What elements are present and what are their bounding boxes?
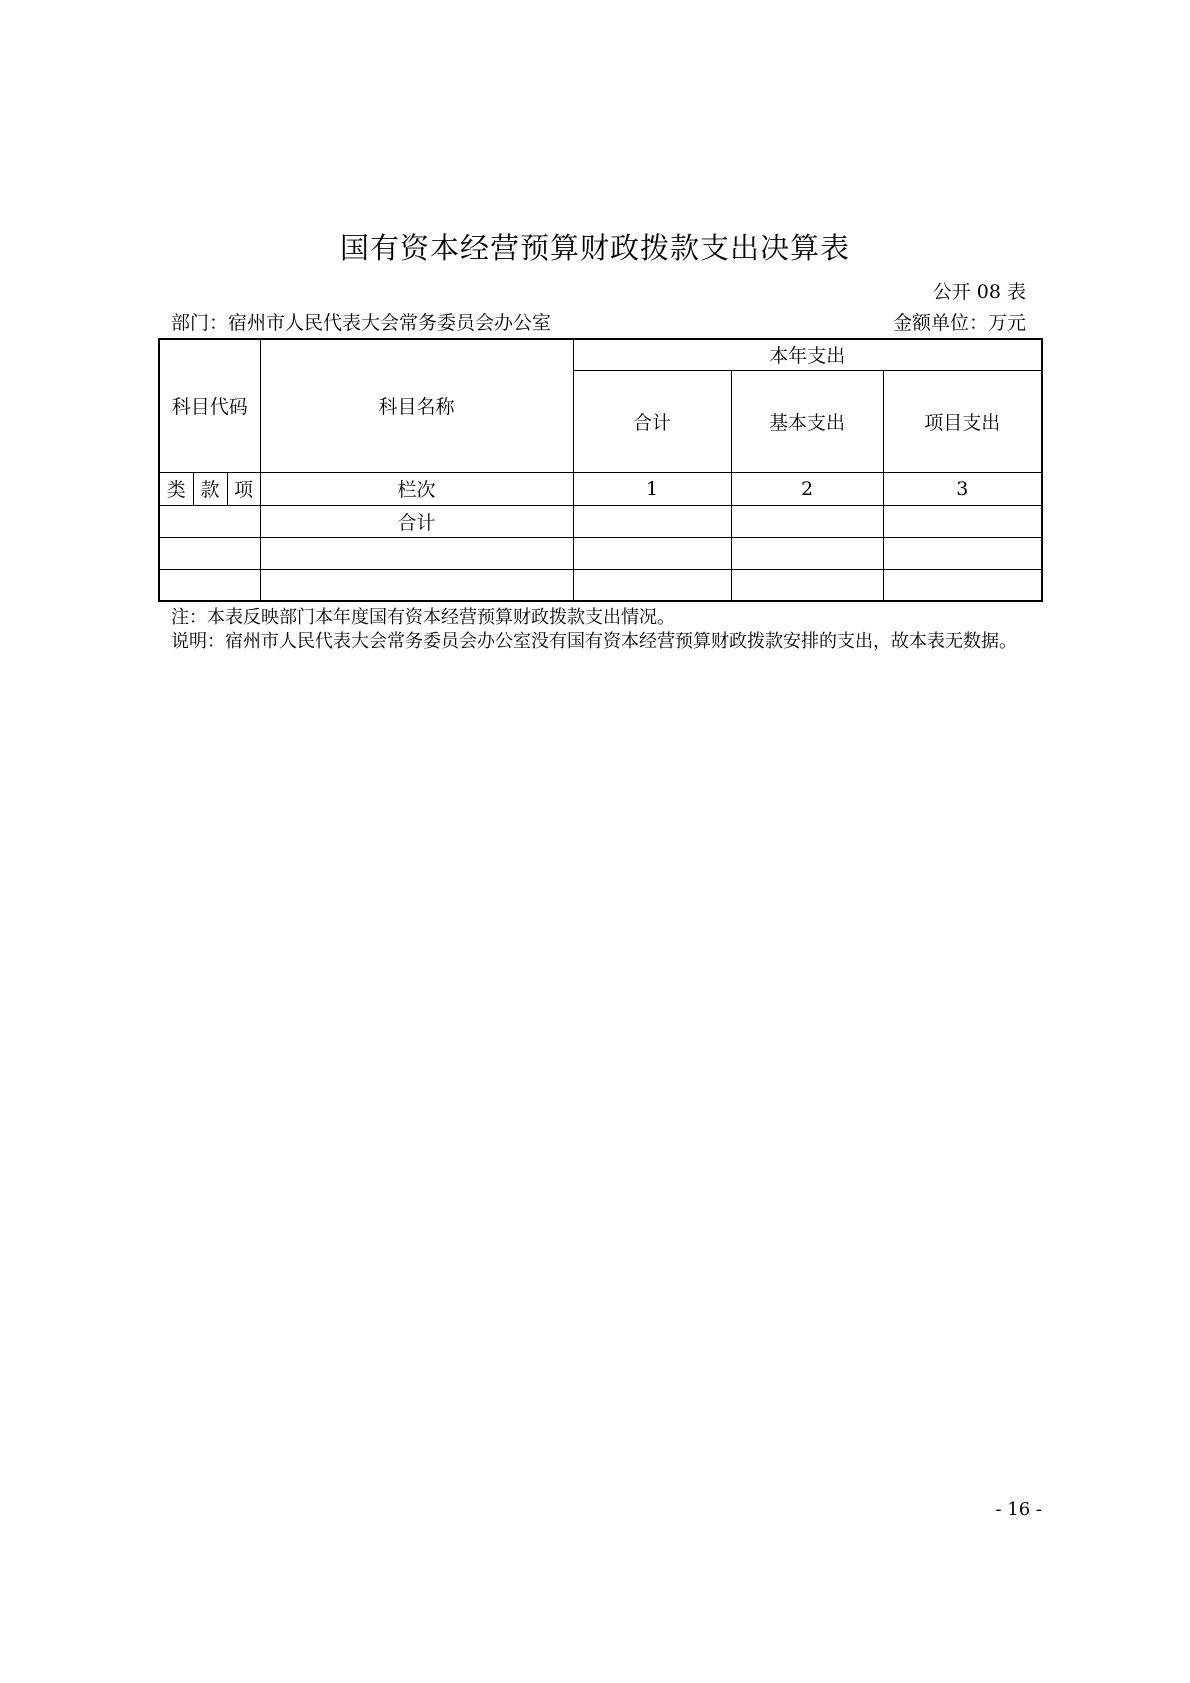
empty-cell [260, 537, 573, 569]
table-row [159, 569, 1042, 601]
item-cell: 项 [227, 472, 260, 505]
page-title: 国有资本经营预算财政拨款支出决算表 [339, 231, 850, 265]
column-index-1: 1 [573, 472, 731, 505]
form-number: 公开 08 表 [932, 281, 1026, 303]
total-header: 合计 [573, 370, 731, 472]
total-row-basic [731, 505, 883, 537]
empty-cell [731, 569, 883, 601]
empty-cell [883, 569, 1042, 601]
department-label: 部门：宿州市人民代表大会常务委员会办公室 [171, 312, 552, 334]
total-row-label: 合计 [260, 505, 573, 537]
section-cell: 款 [193, 472, 227, 505]
category-cell: 类 [159, 472, 193, 505]
table-row [159, 537, 1042, 569]
current-year-expenditure-header: 本年支出 [573, 339, 1042, 370]
header-row-1 [159, 339, 1042, 370]
empty-cell [573, 569, 731, 601]
column-index-label: 栏次 [260, 472, 573, 505]
basic-expenditure-header: 基本支出 [731, 370, 883, 472]
empty-cell [159, 537, 260, 569]
column-index-3: 3 [883, 472, 1042, 505]
note-text: 注：本表反映部门本年度国有资本经营预算财政拨款支出情况。 [171, 607, 675, 628]
subject-name-header: 科目名称 [260, 339, 573, 472]
total-row-code [159, 505, 260, 537]
page-number: - 16 - [995, 1499, 1042, 1520]
amount-unit-label: 金额单位：万元 [892, 312, 1026, 334]
empty-cell [883, 537, 1042, 569]
notes [171, 606, 1041, 654]
empty-cell [731, 537, 883, 569]
expenditure-table [158, 338, 1043, 602]
column-index-row [159, 472, 1042, 505]
explanation-text: 说明：宿州市人民代表大会常务委员会办公室没有国有资本经营预算财政拨款安排的支出，故本表无数据。 [171, 631, 1017, 652]
column-index-2: 2 [731, 472, 883, 505]
total-row-total [573, 505, 731, 537]
total-row [159, 505, 1042, 537]
total-row-project [883, 505, 1042, 537]
empty-cell [159, 569, 260, 601]
empty-cell [573, 537, 731, 569]
subject-code-header: 科目代码 [159, 339, 260, 472]
empty-cell [260, 569, 573, 601]
project-expenditure-header: 项目支出 [883, 370, 1042, 472]
